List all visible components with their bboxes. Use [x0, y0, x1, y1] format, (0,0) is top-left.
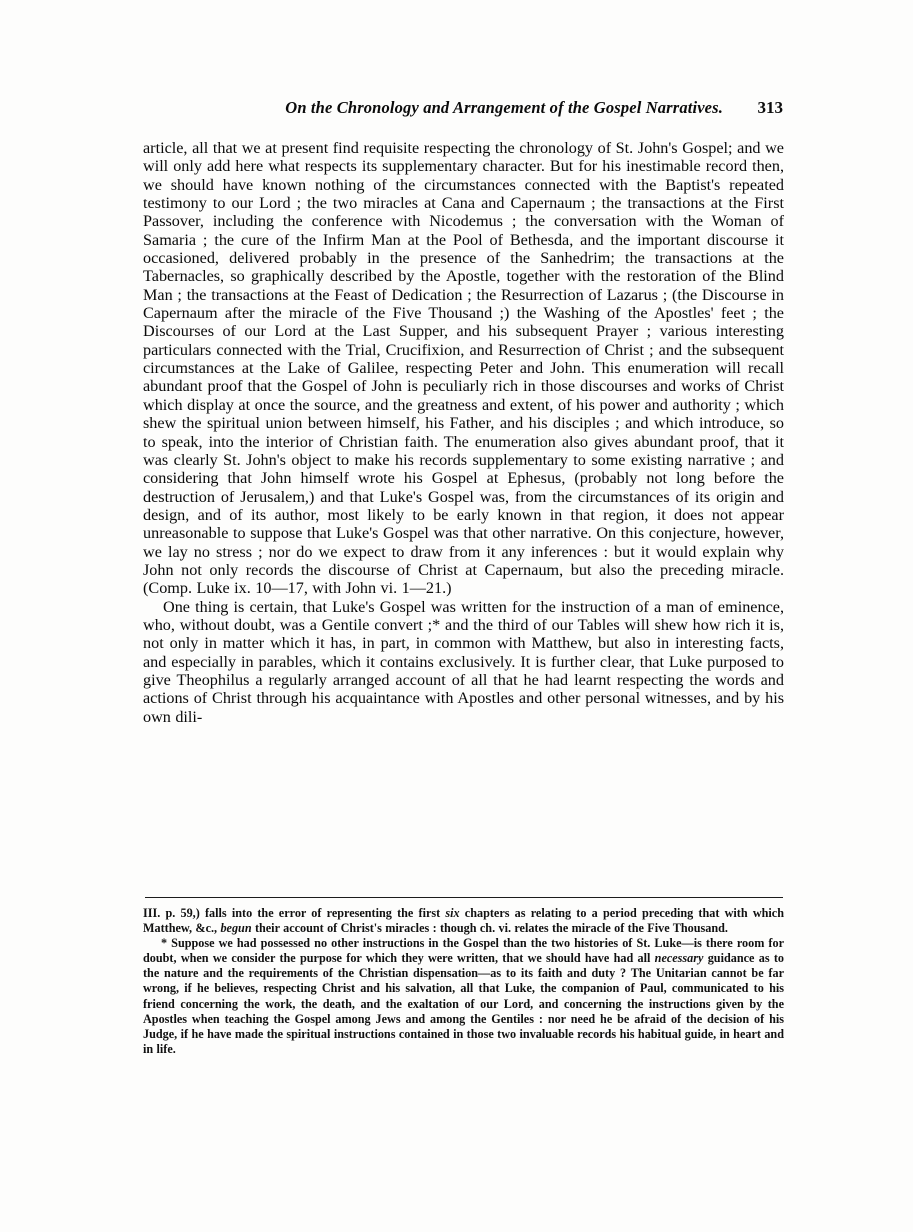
footnote-paragraph	[143, 906, 784, 936]
running-header-title: On the Chronology and Arrangement of the Gospel Narratives.	[285, 98, 723, 117]
footnote-text: * Suppose we had possessed no other instructions in the Gospel than the two histories of St. Luke—is there room for doubt, when we consider the purpose for which they were written, that we should have had all	[143, 936, 784, 966]
footnote-emphasis: six	[445, 906, 460, 920]
running-header	[143, 98, 783, 122]
body-paragraph: One thing is certain, that Luke's Gospel was written for the instruction of a man of eminence, who, without doubt, was a Gentile convert ;* and the third of our Tables will shew how rich it is, not only in matter which it has, in part, in common with Matthew, but also in interesting facts, and especially in parables, which it contains exclusively. It is further clear, that Luke purposed to give Theophilus a regularly arranged account of all that he had learnt respecting the words and actions of Christ through his acquaintance with Apostles and other personal witnesses, and by his own dili-	[143, 597, 784, 726]
body-paragraph: article, all that we at present find requisite respecting the chronology of St. John's Gospel; and we will only add here what respects its supplementary character. But for his inestimable record then, we should have known nothing of the circumstances connected with the Baptist's repeated testimony to our Lord ; the two miracles at Cana and Capernaum ; the transactions at the First Passover, including the conference with Nicodemus ; the conversation with the Woman of Samaria ; the cure of the Infirm Man at the Pool of Bethesda, and the important discourse it occasioned, delivered probably in the presence of the Sanhedrim; the transactions at the Tabernacles, so graphically described by the Apostle, together with the restoration of the Blind Man ; the transactions at the Feast of Dedication ; the Resurrection of Lazarus ; (the Discourse in Capernaum after the miracle of the Five Thousand ;) the Washing of the Apostles' feet ; the Discourses of our Lord at the Last Supper, and his subsequent Prayer ; various interesting particulars connected with the Trial, Crucifixion, and Resurrection of Christ ; and the subsequent circumstances at the Lake of Galilee, respecting Peter and John. This enumeration will recall abundant proof that the Gospel of John is peculiarly rich in those discourses and works of Christ which display at once the source, and the greatness and extent, of his power and authority ; which shew the spiritual union between himself, his Father, and his disciples ; and which introduce, so to speak, into the interior of Christian faith. The enumeration also gives abundant proof, that it was clearly St. John's object to make his records supplementary to some existing narrative ; and considering that John himself wrote his Gospel at Ephesus, (probably not long before the destruction of Jerusalem,) and that Luke's Gospel was, from the circumstances of its origin and design, and of its author, most likely to be early known in that region, it does not appear unreasonable to suppose that Luke's Gospel was that other narrative. On this conjecture, however, we lay no stress ; nor do we expect to draw from it any inferences : but it would explain why John not only records the discourse of Christ at Capernaum, but also the preceding miracle. (Comp. Luke ix. 10—17, with John vi. 1—21.)	[143, 139, 784, 598]
footnote-text: their account of Christ's miracles : though ch. vi. relates the miracle of the Five Thousand.	[251, 921, 728, 936]
footnote-emphasis: begun	[220, 921, 252, 936]
footnote-block	[143, 906, 784, 1057]
footnote-text: chapters as relating to a period preceding that with which Matthew, &c.,	[143, 906, 784, 936]
body-text-column	[143, 139, 784, 726]
footnote-separator-rule	[145, 897, 783, 898]
footnote-text: III. p. 59,) falls into the error of representing the first	[143, 906, 446, 920]
footnote-emphasis: necessary	[654, 951, 704, 966]
footnote-paragraph	[143, 936, 784, 1057]
footnote-text: guidance as to the nature and the requirements of the Christian dispensation—as to its faith and duty ? The Unitarian cannot be far wrong, if he believes, respecting Christ and his salvation, all that Luke, the companion of Paul, communicated to his friend concerning the work, the death, and the exaltation of our Lord, and concerning the instructions given by the Apostles when teaching the Gospel among Jews and among the Gentiles : nor need he be afraid of the decision of his Judge, if he have made the spiritual instructions contained in those two invaluable records his habitual guide, in heart and in life.	[143, 951, 785, 1056]
page-number: 313	[757, 98, 783, 117]
